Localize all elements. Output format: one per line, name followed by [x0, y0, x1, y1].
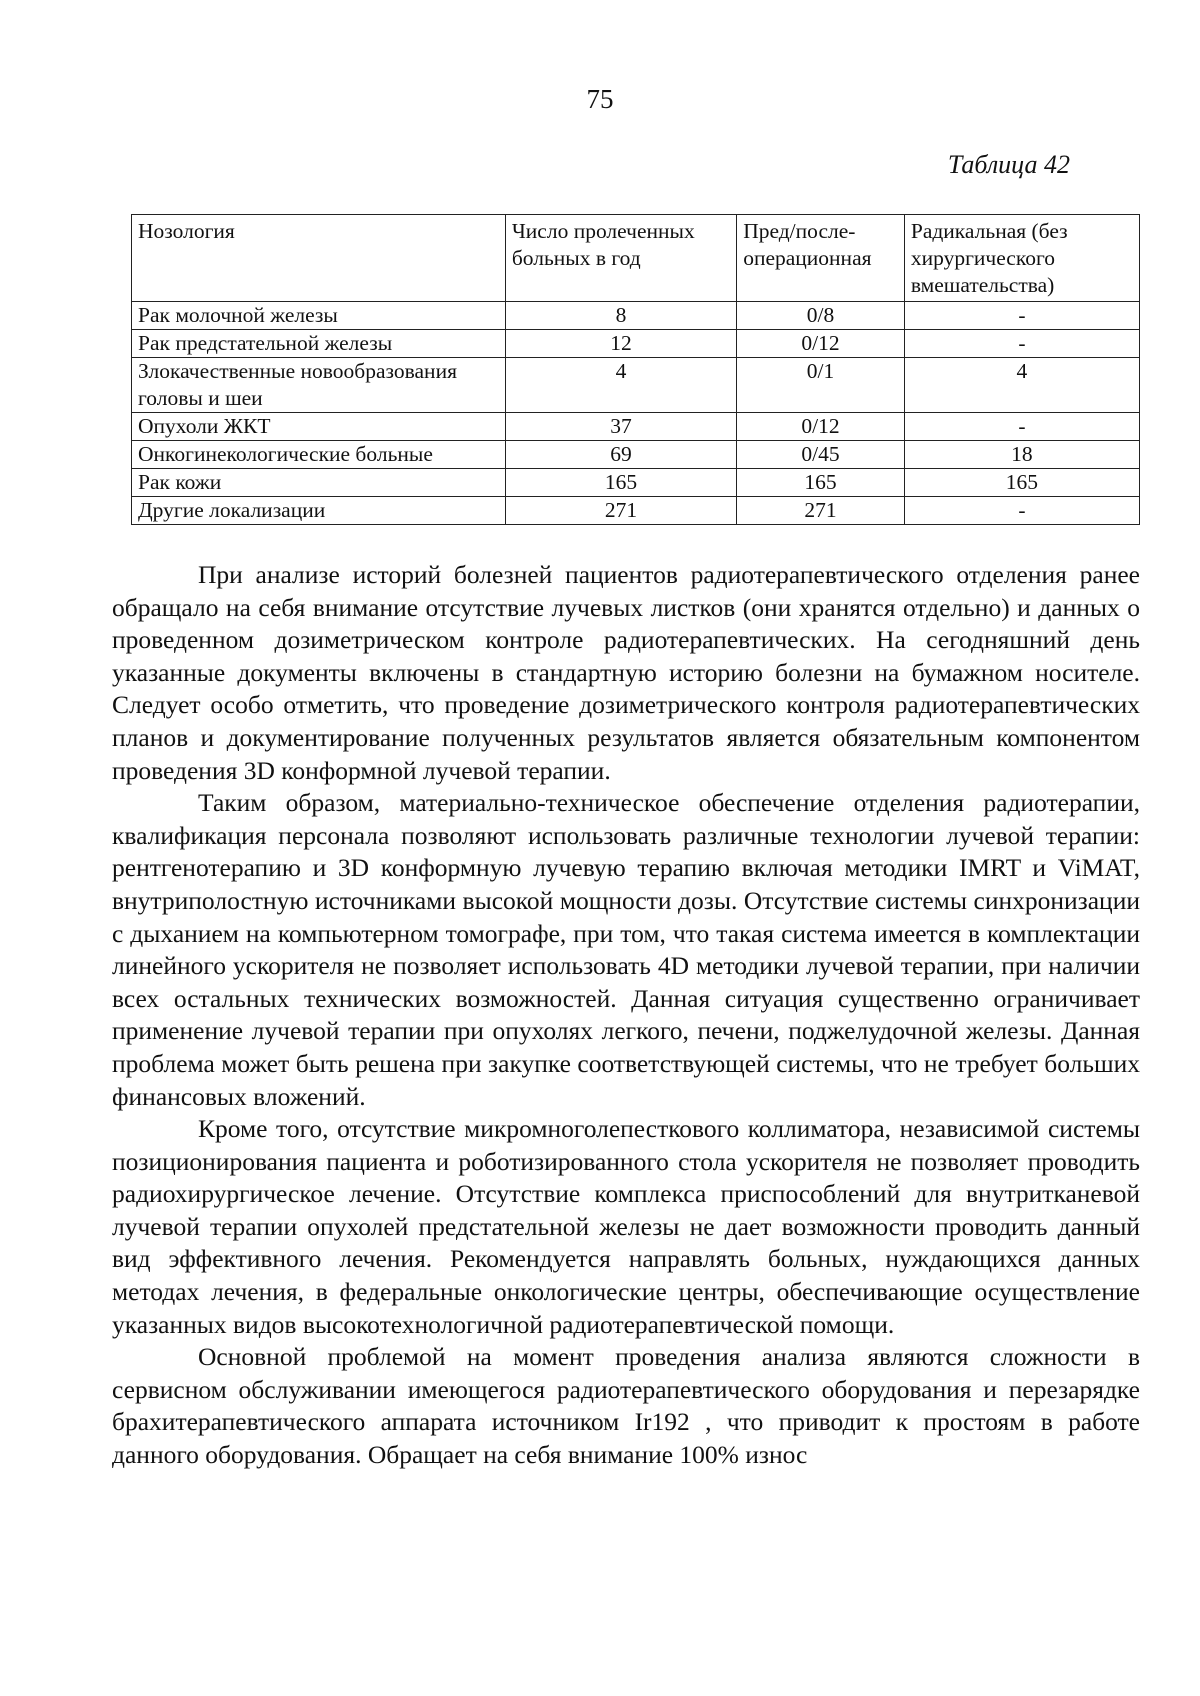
- cell-nosology: Злокачественные новообразования головы и шеи: [132, 358, 506, 413]
- table-row: [132, 302, 1140, 330]
- cell-pre-post: 0/1: [737, 358, 905, 413]
- cell-pre-post: 0/45: [737, 441, 905, 469]
- table-row: [132, 330, 1140, 358]
- cell-nosology: Другие локализации: [132, 497, 506, 525]
- cell-nosology: Рак предстательной железы: [132, 330, 506, 358]
- cell-nosology: Рак кожи: [132, 469, 506, 497]
- cell-pre-post: 0/12: [737, 330, 905, 358]
- paragraph: Кроме того, отсутствие микромноголепесткового коллиматора, независимой системы позиционирования пациента и роботизированного стола ускорителя не позволяет проводить радиохирургическое лечение. Отсутствие комплекса приспособлений для внутритканевой лучевой терапии опухолей предстательной железы не дает возможности проводить данный вид эффективного лечения. Рекомендуется направлять больных, нуждающихся данных методах лечения, в федеральные онкологические центры, обеспечивающие осуществление указанных видов высокотехнологичной радиотерапевтической помощи.: [112, 1114, 1140, 1339]
- header-patients-per-year: Число пролеченных больных в год: [505, 215, 736, 302]
- table-header-row: [132, 215, 1140, 302]
- cell-nosology: Рак молочной железы: [132, 302, 506, 330]
- table-row: [132, 497, 1140, 525]
- paragraph: При анализе историй болезней пациентов радиотерапевтического отделения ранее обращало на себя внимание отсутствие лучевых листков (они хранятся отдельно) и данных о проведенном дозиметрическом контроле радиотерапевтических. На сегодняшний день указанные документы включены в стандартную историю болезни на бумажном носителе. Следует особо отметить, что проведение дозиметрического контроля радиотерапевтических планов и документирование полученных результатов является обязательным компонентом проведения 3D конформной лучевой терапии.: [112, 560, 1140, 785]
- cell-pre-post: 165: [737, 469, 905, 497]
- cell-radical: -: [904, 330, 1139, 358]
- header-pre-post-operative: Пред/после-операционная: [737, 215, 905, 302]
- cell-patients: 37: [505, 413, 736, 441]
- header-nosology: Нозология: [132, 215, 506, 302]
- table-row: [132, 413, 1140, 441]
- cell-pre-post: 0/12: [737, 413, 905, 441]
- cell-radical: -: [904, 302, 1139, 330]
- cell-pre-post: 0/8: [737, 302, 905, 330]
- header-radical: Радикальная (без хирургического вмешательства): [904, 215, 1139, 302]
- cell-patients: 12: [505, 330, 736, 358]
- cell-radical: -: [904, 413, 1139, 441]
- cell-patients: 4: [505, 358, 736, 413]
- table-caption: Таблица 42: [947, 150, 1070, 179]
- cell-patients: 165: [505, 469, 736, 497]
- paragraph: Таким образом, материально-техническое обеспечение отделения радиотерапии, квалификация персонала позволяют использовать различные технологии лучевой терапии: рентгенотерапию и 3D конформную лучевую терапию включая методики IMRT и ViMAT, внутриполостную источниками высокой мощности дозы. Отсутствие системы синхронизации с дыханием на компьютерном томографе, при том, что такая система имеется в комплектации линейного ускорителя не позволяет использовать 4D методики лучевой терапии, при наличии всех остальных технических возможностей. Данная ситуация существенно ограничивает применение лучевой терапии при опухолях легкого, печени, поджелудочной железы. Данная проблема может быть решена при закупке соответствующей системы, что не требует больших финансовых вложений.: [112, 788, 1140, 1111]
- cell-radical: 4: [904, 358, 1139, 413]
- cell-radical: 18: [904, 441, 1139, 469]
- cell-radical: 165: [904, 469, 1139, 497]
- cell-patients: 271: [505, 497, 736, 525]
- nosology-table: [131, 214, 1140, 525]
- cell-nosology: Онкогинекологические больные: [132, 441, 506, 469]
- paragraph: Основной проблемой на момент проведения анализа являются сложности в сервисном обслуживании имеющегося радиотерапевтического оборудования и перезарядке брахитерапевтического аппарата источником Ir192 , что приводит к простоям в работе данного оборудования. Обращает на себя внимание 100% износ: [112, 1342, 1140, 1470]
- cell-patients: 69: [505, 441, 736, 469]
- cell-radical: -: [904, 497, 1139, 525]
- cell-pre-post: 271: [737, 497, 905, 525]
- body-text: [112, 559, 1140, 1472]
- page-number: 75: [586, 84, 614, 114]
- cell-nosology: Опухоли ЖКТ: [132, 413, 506, 441]
- table-row: [132, 441, 1140, 469]
- table-row: [132, 469, 1140, 497]
- table-row: [132, 358, 1140, 413]
- cell-patients: 8: [505, 302, 736, 330]
